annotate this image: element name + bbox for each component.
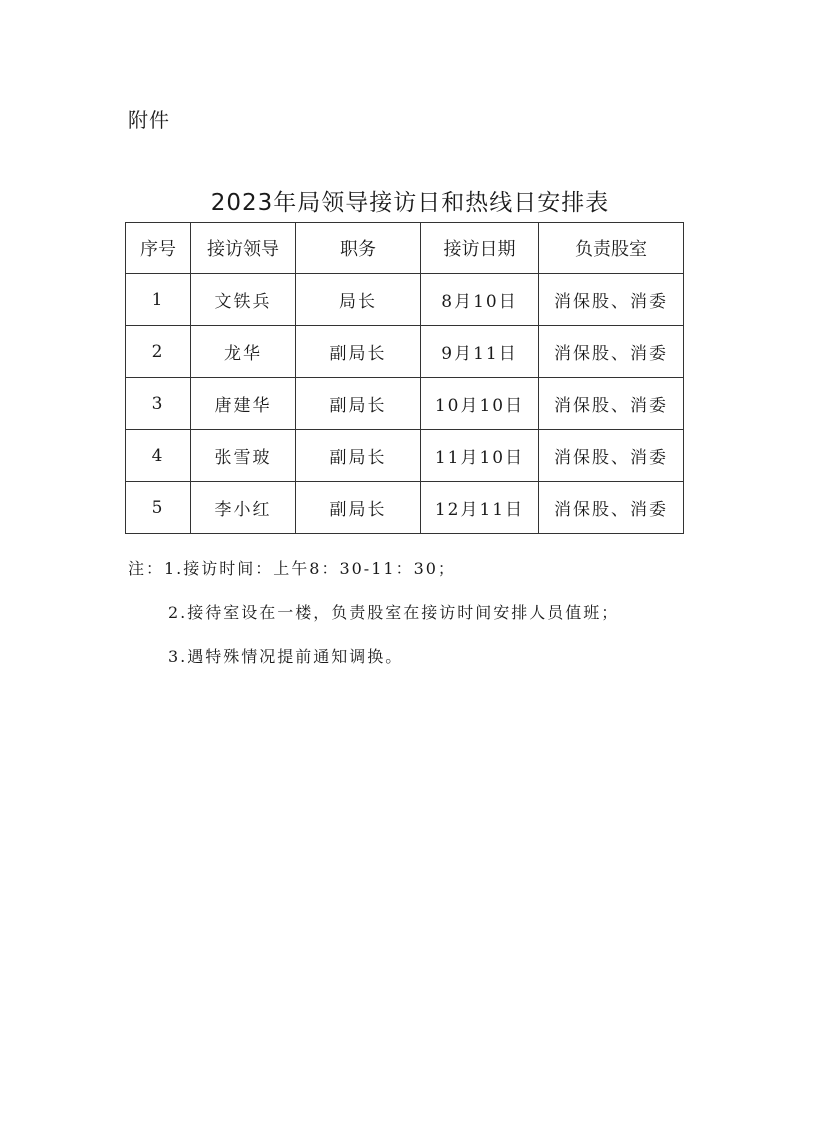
cell-no: 3	[126, 378, 191, 430]
cell-date: 9月11日	[421, 326, 539, 378]
cell-position: 副局长	[296, 378, 421, 430]
cell-date: 8月10日	[421, 274, 539, 326]
table-row	[126, 274, 684, 326]
table-header-row	[126, 223, 684, 274]
cell-office: 消保股、消委	[539, 430, 684, 482]
cell-no: 2	[126, 326, 191, 378]
cell-office: 消保股、消委	[539, 326, 684, 378]
column-header-no: 序号	[126, 223, 191, 274]
notes-section	[128, 557, 619, 689]
page-title: 2023年局领导接访日和热线日安排表	[210, 190, 610, 216]
cell-position: 局长	[296, 274, 421, 326]
cell-leader: 唐建华	[191, 378, 296, 430]
cell-leader: 文铁兵	[191, 274, 296, 326]
table-row	[126, 482, 684, 534]
table-row	[126, 378, 684, 430]
cell-position: 副局长	[296, 430, 421, 482]
cell-office: 消保股、消委	[539, 274, 684, 326]
table-row	[126, 326, 684, 378]
column-header-position: 职务	[296, 223, 421, 274]
column-header-office: 负责股室	[539, 223, 684, 274]
cell-date: 10月10日	[421, 378, 539, 430]
cell-leader: 李小红	[191, 482, 296, 534]
schedule-table	[125, 222, 684, 534]
note-line-2: 2.接待室设在一楼，负责股室在接访时间安排人员值班；	[168, 603, 620, 622]
cell-no: 4	[126, 430, 191, 482]
cell-office: 消保股、消委	[539, 482, 684, 534]
cell-date: 11月10日	[421, 430, 539, 482]
cell-no: 5	[126, 482, 191, 534]
cell-position: 副局长	[296, 482, 421, 534]
note-line-1: 注：1.接访时间：上午8：30-11：30；	[128, 559, 456, 578]
cell-position: 副局长	[296, 326, 421, 378]
cell-leader: 张雪玻	[191, 430, 296, 482]
column-header-leader: 接访领导	[191, 223, 296, 274]
cell-office: 消保股、消委	[539, 378, 684, 430]
note-line-3: 3.遇特殊情况提前通知调换。	[168, 647, 404, 666]
attachment-label: 附件	[128, 108, 170, 132]
cell-no: 1	[126, 274, 191, 326]
table-row	[126, 430, 684, 482]
column-header-date: 接访日期	[421, 223, 539, 274]
cell-date: 12月11日	[421, 482, 539, 534]
cell-leader: 龙华	[191, 326, 296, 378]
